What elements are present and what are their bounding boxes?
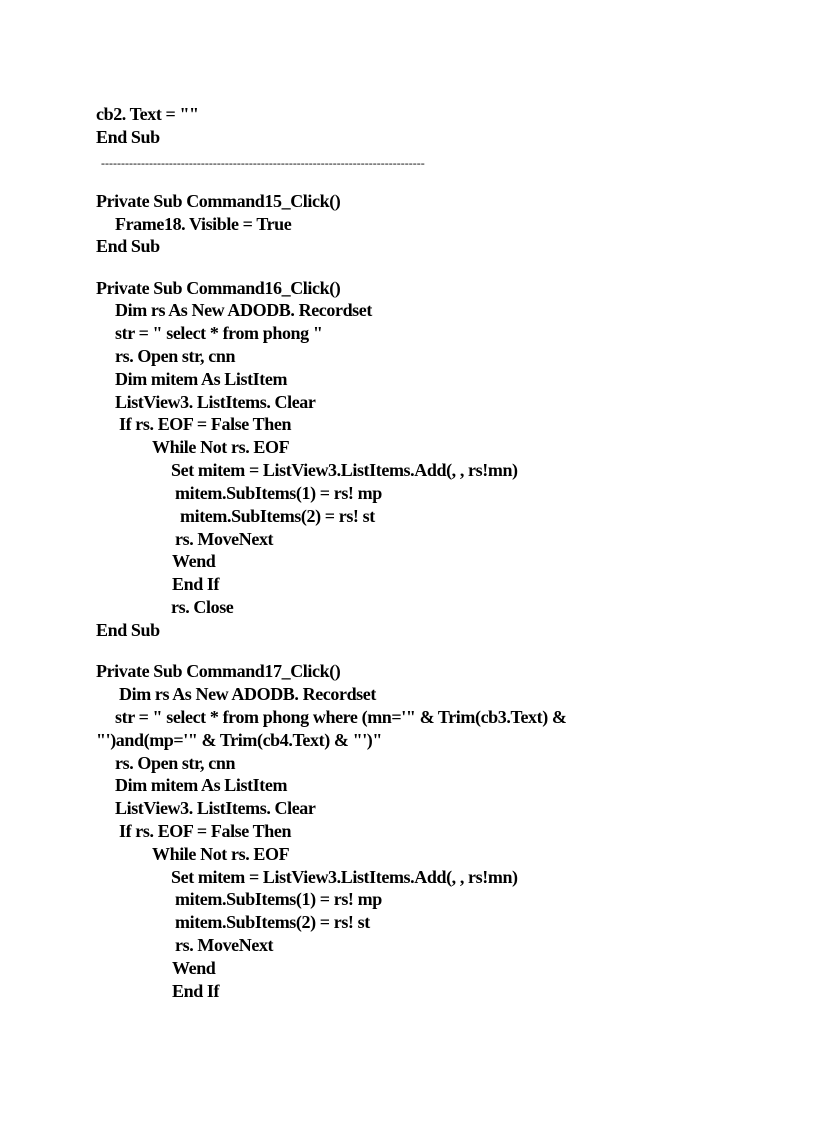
code-line: Private Sub Command15_Click() bbox=[96, 191, 341, 211]
code-line: End Sub bbox=[96, 620, 160, 640]
code-line: rs. Open str, cnn bbox=[115, 753, 236, 773]
code-line: mitem.SubItems(1) = rs! mp bbox=[175, 483, 382, 503]
code-line: mitem.SubItems(1) = rs! mp bbox=[175, 889, 382, 909]
code-line: rs. Close bbox=[171, 597, 234, 617]
code-line: ListView3. ListItems. Clear bbox=[115, 798, 316, 818]
code-line: rs. Open str, cnn bbox=[115, 346, 236, 366]
code-line: "')and(mp='" & Trim(cb4.Text) & "')" bbox=[96, 730, 382, 750]
code-line: Wend bbox=[172, 958, 216, 978]
code-line: If rs. EOF = False Then bbox=[119, 821, 292, 841]
code-line: End Sub bbox=[96, 127, 160, 147]
code-line: End If bbox=[172, 981, 220, 1001]
code-line: Dim mitem As ListItem bbox=[115, 775, 288, 795]
code-line: Dim rs As New ADODB. Recordset bbox=[119, 684, 376, 704]
code-line: Dim mitem As ListItem bbox=[115, 369, 288, 389]
code-line: str = " select * from phong " bbox=[115, 323, 323, 343]
code-line: Private Sub Command17_Click() bbox=[96, 661, 341, 681]
code-line: Dim rs As New ADODB. Recordset bbox=[115, 300, 372, 320]
code-line: rs. MoveNext bbox=[175, 935, 274, 955]
code-line: While Not rs. EOF bbox=[152, 844, 290, 864]
code-line: Frame18. Visible = True bbox=[115, 214, 292, 234]
code-line: ListView3. ListItems. Clear bbox=[115, 392, 316, 412]
code-line: While Not rs. EOF bbox=[152, 437, 290, 457]
code-line: rs. MoveNext bbox=[175, 529, 274, 549]
code-line: cb2. Text = "" bbox=[96, 104, 199, 124]
code-line: End If bbox=[172, 574, 220, 594]
code-line: If rs. EOF = False Then bbox=[119, 414, 292, 434]
code-line: mitem.SubItems(2) = rs! st bbox=[180, 506, 375, 526]
code-line: Wend bbox=[172, 551, 216, 571]
code-line: Private Sub Command16_Click() bbox=[96, 278, 341, 298]
code-line: Set mitem = ListView3.ListItems.Add(, , rs!mn) bbox=[171, 460, 518, 480]
separator-line: --------------------------------------------------------------------------------- bbox=[101, 156, 425, 170]
code-line: End Sub bbox=[96, 236, 160, 256]
code-line: Set mitem = ListView3.ListItems.Add(, , rs!mn) bbox=[171, 867, 518, 887]
code-line: mitem.SubItems(2) = rs! st bbox=[175, 912, 370, 932]
code-line: str = " select * from phong where (mn='" & Trim(cb3.Text) & bbox=[115, 707, 567, 727]
